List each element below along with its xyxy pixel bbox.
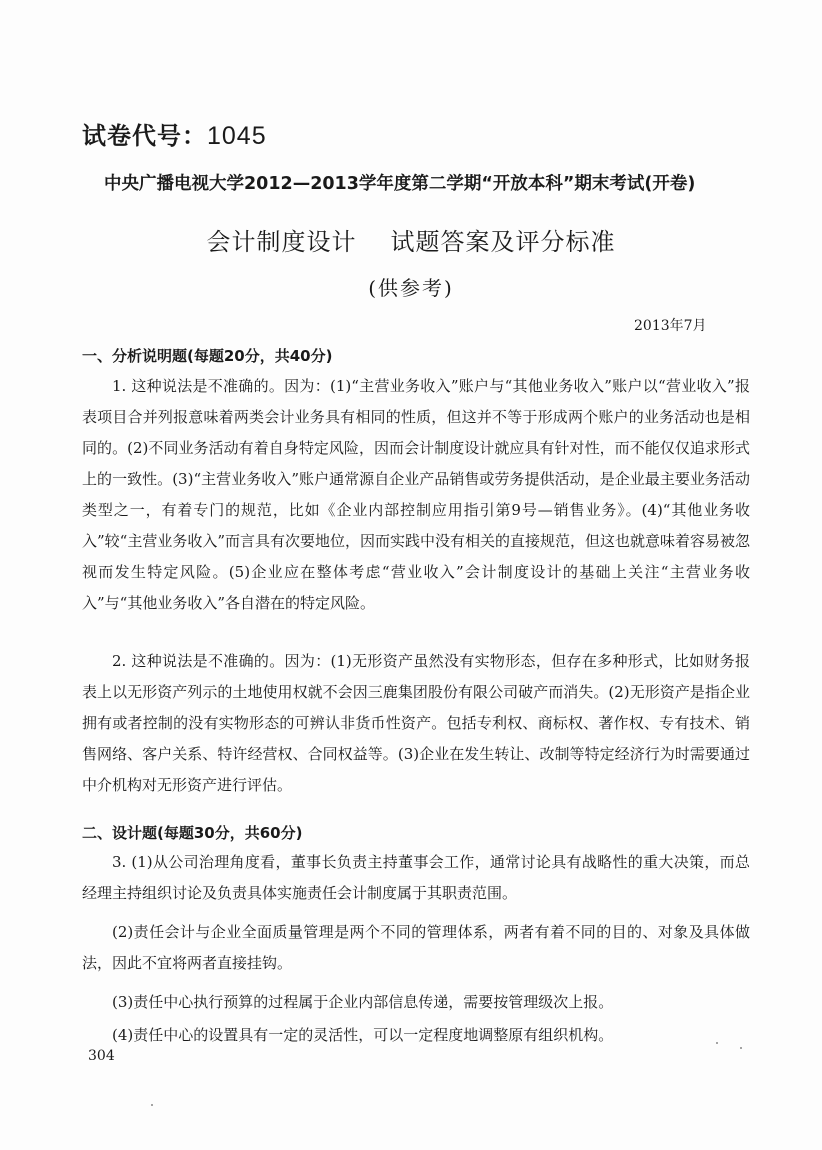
exam-title: 中央广播电视大学2012—2013学年度第二学期“开放本科”期末考试(开卷) <box>104 174 696 194</box>
answer-key-title: 试题答案及评分标准 <box>390 228 616 256</box>
exam-date: 2013年7月 <box>634 318 707 334</box>
page-number: 304 <box>88 1048 115 1064</box>
scan-speck <box>716 1042 718 1044</box>
reference-note: (供参考) <box>368 276 454 300</box>
answer-paragraph-1: 1. 这种说法是不准确的。因为：(1)“主营业务收入”账户与“其他业务收入”账户以“营业收入”报表项目合并列报意味着两类会计业务具有相同的性质，但这并不等于形成两个账户的业务活动也是相同的。(2)不同业务活动有着自身特定风险，因而会计制度设计就应具有针对性，而不能仅仅追求形式上的一致性。(3)“主营业务收入”账户通常源自企业产品销售或劳务提供活动，是企业最主要业务活动类型之一，有着专门的规范，比如《企业内部控制应用指引第9号—销售业务》。(4)“其他业务收入”较“主营业务收入”而言具有次要地位，因而实践中没有相关的直接规范，但这也就意味着容易被忽视而发生特定风险。(5)企业应在整体考虑“营业收入”会计制度设计的基础上关注“主营业务收入”与“其他业务收入”各自潜在的特定风险。 <box>82 377 751 612</box>
answer-paragraph-3-part-3: (3)责任中心执行预算的过程属于企业内部信息传递，需要按管理级次上报。 <box>112 993 614 1011</box>
answer-paragraph-2: 2. 这种说法是不准确的。因为：(1)无形资产虽然没有实物形态，但存在多种形式，比如财务报表上以无形资产列示的土地使用权就不会因三鹿集团股份有限公司破产而消失。(2)无形资产是指企业拥有或者控制的没有实物形态的可辨认非货币性资产。包括专利权、商标权、著作权、专有技术、销售网络、客户关系、特许经营权、合同权益等。(3)企业在发生转让、改制等特定经济行为时需要通过中介机构对无形资产进行评估。 <box>82 652 750 794</box>
scan-speck <box>151 1104 153 1106</box>
exam-code-label: 试卷代号： <box>82 122 207 150</box>
answer-paragraph-3-part-4: (4)责任中心的设置具有一定的灵活性，可以一定程度地调整原有组织机构。 <box>112 1026 614 1044</box>
scan-speck <box>740 1047 742 1049</box>
section-heading-analysis: 一、分析说明题(每题20分，共40分) <box>82 347 333 365</box>
exam-code-number: 1045 <box>207 122 267 150</box>
answer-paragraph-3-part-1: 3. (1)从公司治理角度看，董事长负责主持董事会工作，通常讨论具有战略性的重大决策，而总经理主持组织讨论及负责具体实施责任会计制度属于其职责范围。 <box>82 853 750 902</box>
section-heading-design: 二、设计题(每题30分，共60分) <box>82 824 303 842</box>
subject-name: 会计制度设计 <box>206 228 357 256</box>
answer-paragraph-3-part-2: (2)责任会计与企业全面质量管理是两个不同的管理体系，两者有着不同的目的、对象及具体做法，因此不宜将两者直接挂钩。 <box>82 923 750 972</box>
exam-code-line <box>82 116 267 151</box>
subject-title <box>0 222 822 257</box>
